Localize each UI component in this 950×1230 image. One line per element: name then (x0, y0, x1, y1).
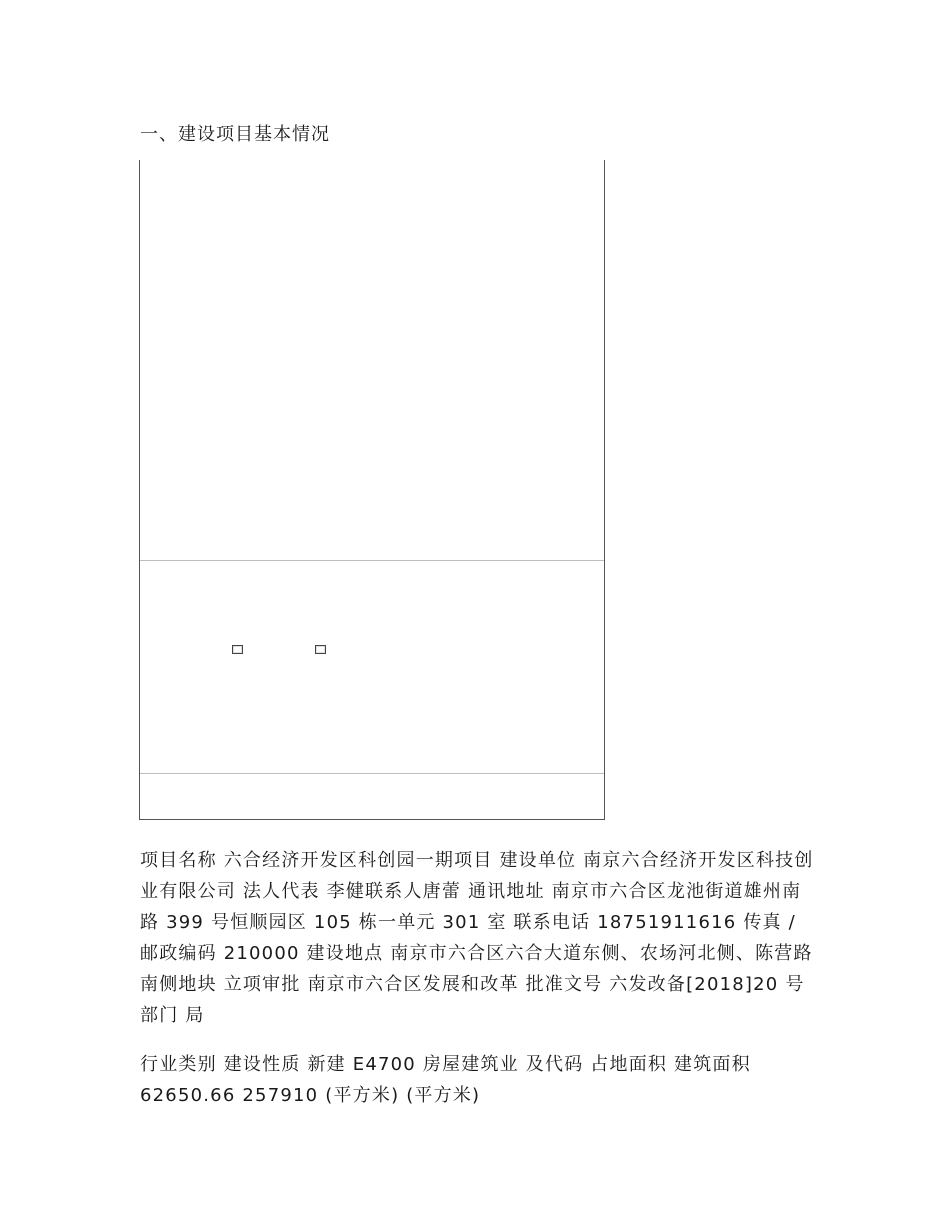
table-row-divider (140, 773, 604, 774)
table-row-divider (140, 560, 604, 561)
project-info-paragraph: 项目名称 六合经济开发区科创园一期项目 建设单位 南京六合经济开发区科技创业有限公司 法人代表 李健联系人唐蕾 通讯地址 南京市六合区龙池街道雄州南路 399 号恒顺园区 105 栋一单元 301 室 联系电话 18751911616 传真 / 邮政编码 210000 建设地点 南京市六合区六合大道东侧、农场河北侧、陈营路南侧地块 立项审批 南京市六合区发展和改革 批准文号 六发改备[2018]20 号 部门 局 (140, 850, 814, 1026)
section-heading: 一、建设项目基本情况 (140, 124, 330, 145)
form-table-frame (139, 160, 605, 820)
checkbox-icon[interactable] (232, 645, 243, 654)
checkbox-icon[interactable] (315, 645, 326, 654)
industry-info-paragraph: 行业类别 建设性质 新建 E4700 房屋建筑业 及代码 占地面积 建筑面积 62650.66 257910 (平方米) (平方米) (140, 1054, 751, 1106)
